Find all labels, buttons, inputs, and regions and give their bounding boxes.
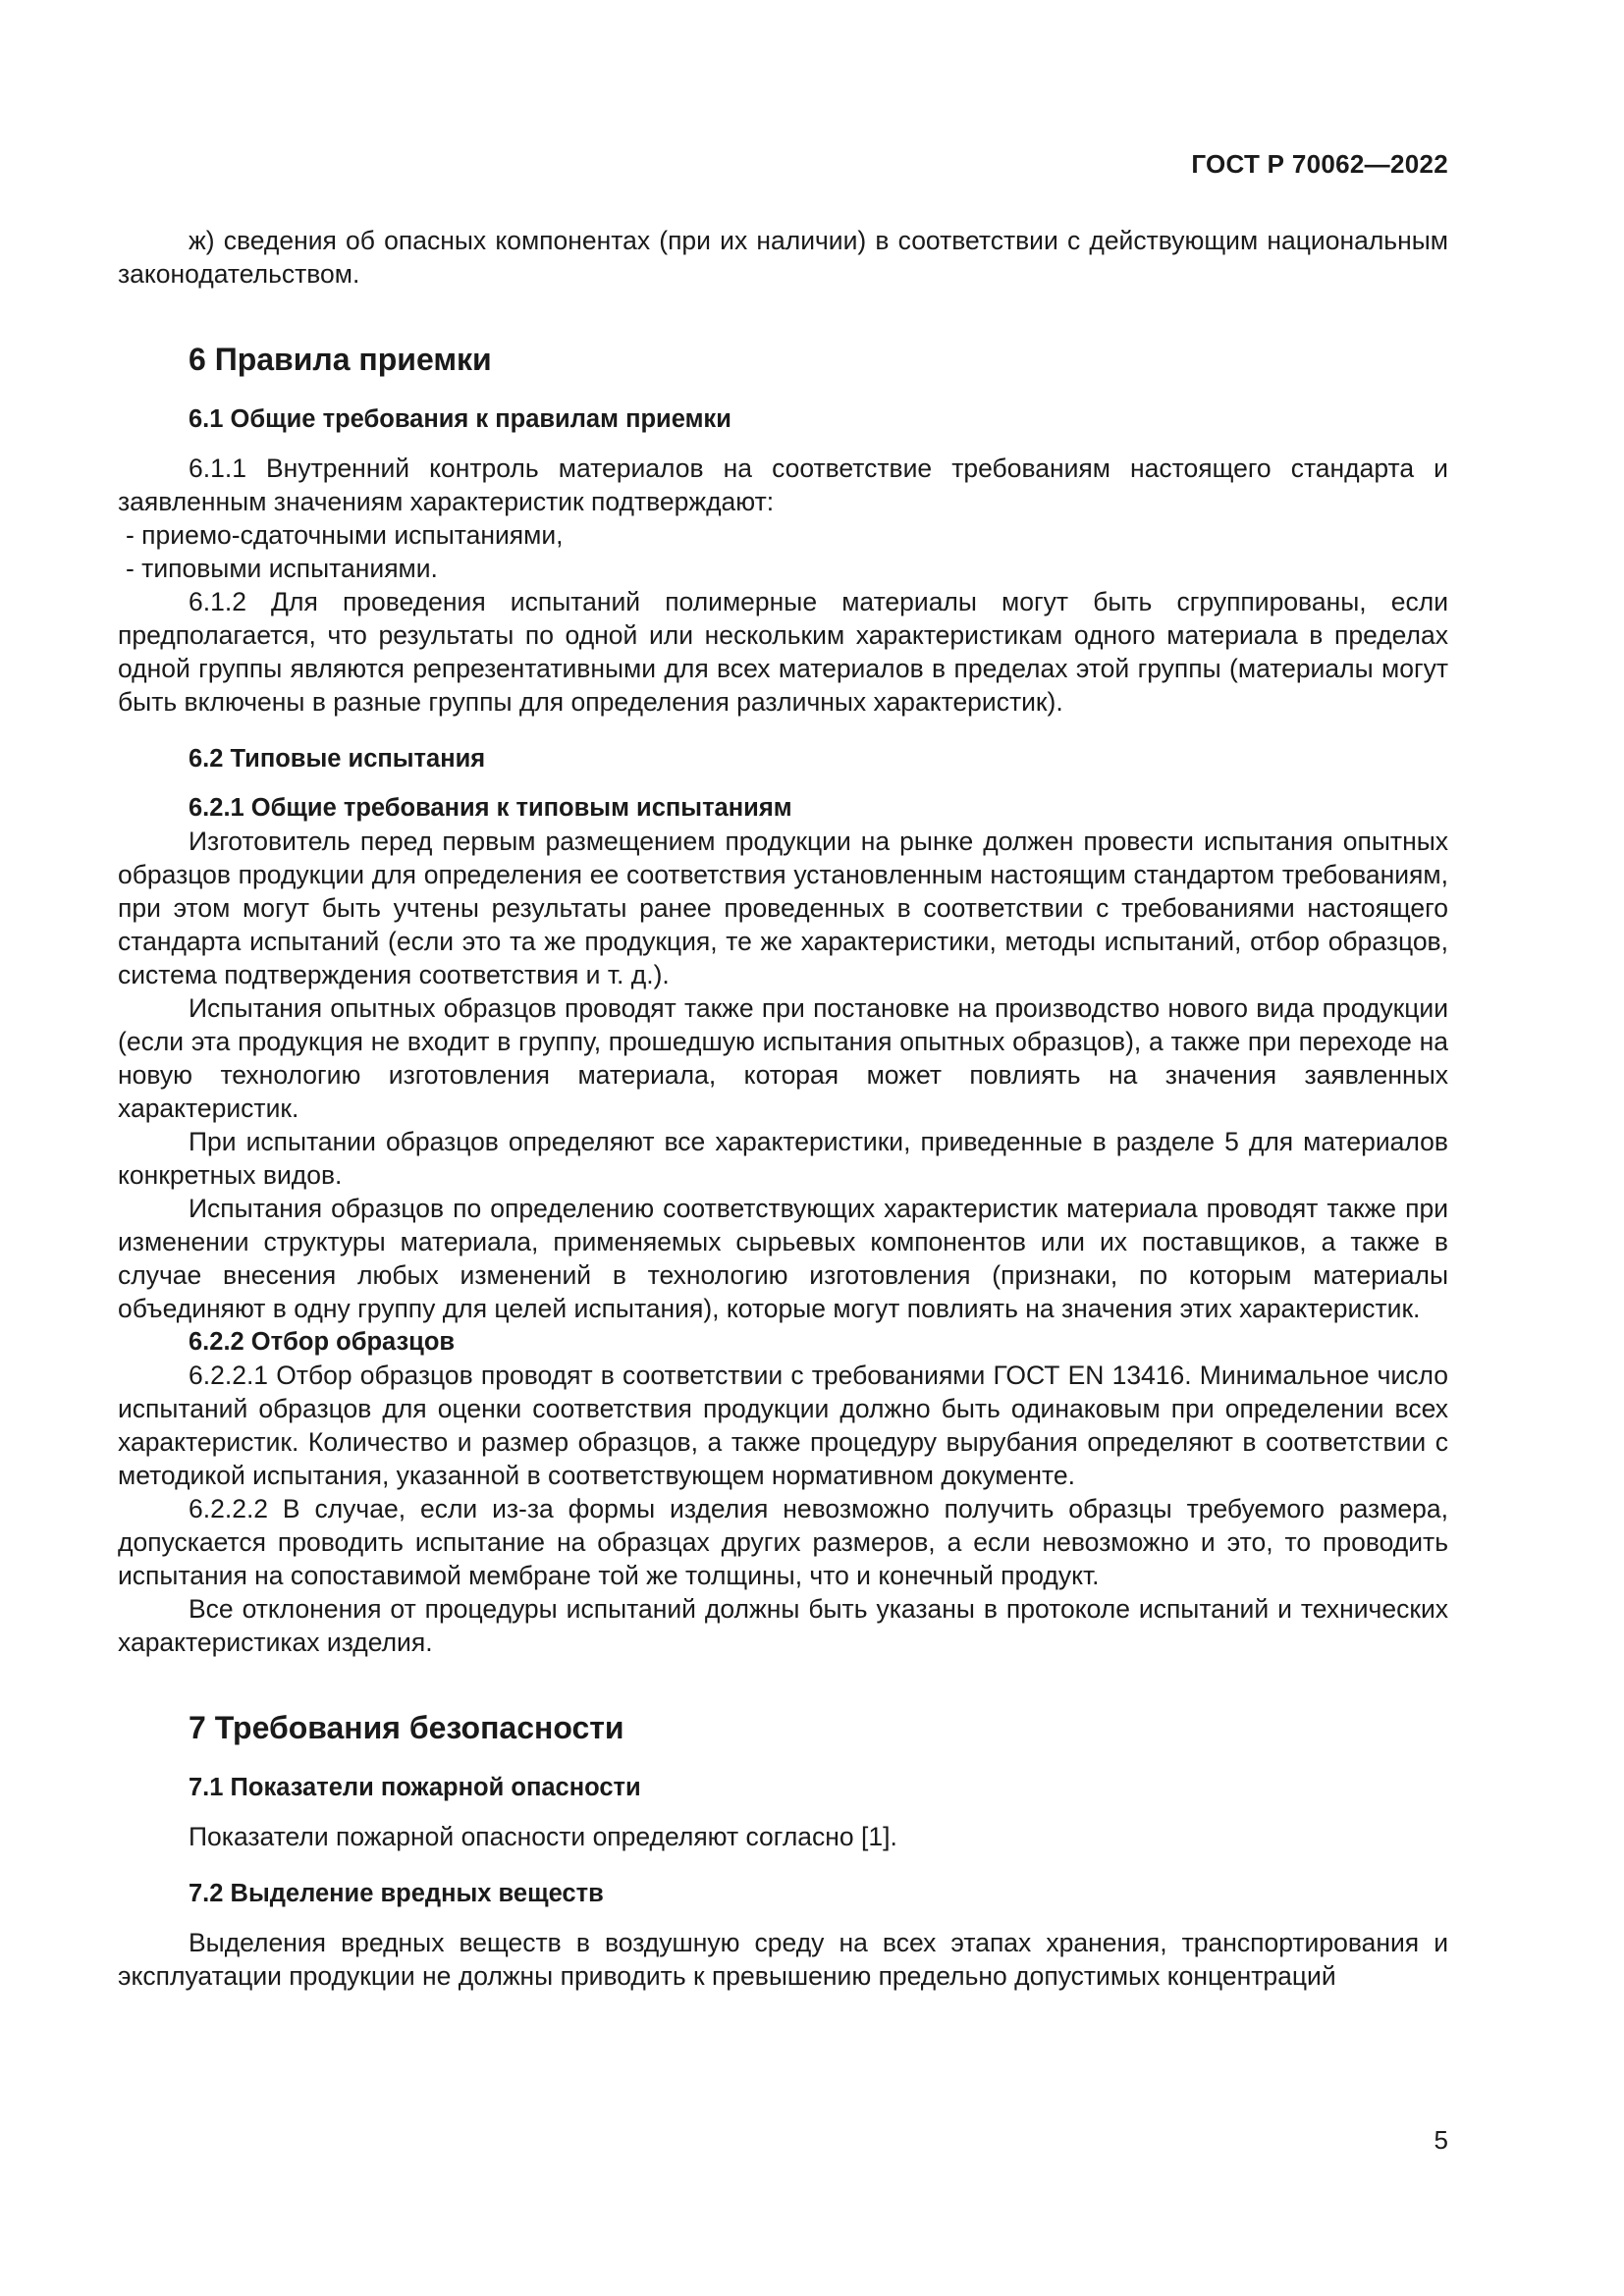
paragraph-6-2-2-1: 6.2.2.1 Отбор образцов проводят в соответствии с требованиями ГОСТ EN 13416. Минимальное число испытаний образцов для оценки соответствия продукции должно быть одинаковым при определении всех характеристик. Количество и размер образцов, а также процедуру вырубания определяют в соответствии с методикой испытания, указанной в соответствующем нормативном документе. xyxy=(118,1361,1448,1490)
paragraph-7-2: Выделения вредных веществ в воздушную среду на всех этапах хранения, транспортирования и эксплуатации продукции не должны приводить к превышению предельно допустимых концентраций xyxy=(118,1928,1448,1991)
paragraph-6-1-2: 6.1.2 Для проведения испытаний полимерные материалы могут быть сгруппированы, если предполагается, что результаты по одной или нескольким характеристикам одного материала в пределах одной группы являются репрезентативными для всех материалов в пределах этой группы (материалы могут быть включены в разные группы для определения различных характеристик). xyxy=(118,587,1448,717)
document-body xyxy=(118,224,1448,1993)
section-6-heading: 6 Правила приемки xyxy=(189,342,492,377)
document-code: ГОСТ Р 70062—2022 xyxy=(1191,149,1448,179)
section-7-2-heading: 7.2 Выделение вредных веществ xyxy=(189,1880,604,1907)
list-item-acceptance-tests: - приемо-сдаточными испытаниями, xyxy=(126,520,564,550)
list-item-type-tests: - типовыми испытаниями. xyxy=(126,554,438,583)
paragraph-6-2-2-2: 6.2.2.2 В случае, если из-за формы изделия невозможно получить образцы требуемого размера, допускается проводить испытание на образцах других размеров, а если невозможно и это, то проводить испытания на сопоставимой мембране той же толщины, что и конечный продукт. xyxy=(118,1494,1448,1590)
document-page xyxy=(118,0,1448,2296)
paragraph-6-2-1-a: Изготовитель перед первым размещением продукции на рынке должен провести испытания опытных образцов продукции для определения ее соответствия установленным настоящим стандартом требованиям, при этом могут быть учтены результаты ранее проведенных в соответствии с требованиями настоящего стандарта испытаний (если это та же продукция, те же характеристики, методы испытаний, отбор образцов, система подтверждения соответствия и т. д.). xyxy=(118,827,1448,989)
section-6-1-heading: 6.1 Общие требования к правилам приемки xyxy=(189,405,731,433)
section-6-2-heading: 6.2 Типовые испытания xyxy=(189,745,486,773)
page-number: 5 xyxy=(1434,2125,1448,2155)
paragraph-6-1-1: 6.1.1 Внутренний контроль материалов на соответствие требованиям настоящего стандарта и заявленным значениям характеристик подтверждают: xyxy=(118,454,1448,516)
section-6-2-1-heading: 6.2.1 Общие требования к типовым испытаниям xyxy=(189,794,792,822)
section-7-heading: 7 Требования безопасности xyxy=(189,1710,624,1745)
paragraph-hazardous-components: ж) сведения об опасных компонентах (при их наличии) в соответствии с действующим национальным законодательством. xyxy=(118,226,1448,289)
section-7-1-heading: 7.1 Показатели пожарной опасности xyxy=(189,1774,641,1801)
paragraph-6-2-1-c: При испытании образцов определяют все характеристики, приведенные в разделе 5 для материалов конкретных видов. xyxy=(118,1127,1448,1190)
paragraph-deviations: Все отклонения от процедуры испытаний должны быть указаны в протоколе испытаний и технических характеристиках изделия. xyxy=(118,1594,1448,1657)
section-6-2-2-heading: 6.2.2 Отбор образцов xyxy=(189,1328,456,1356)
paragraph-7-1: Показатели пожарной опасности определяют согласно [1]. xyxy=(189,1822,897,1851)
paragraph-6-2-1-d: Испытания образцов по определению соответствующих характеристик материала проводят также при изменении структуры материала, применяемых сырьевых компонентов или их поставщиков, а также в случае внесения любых изменений в технологию изготовления (признаки, по которым материалы объединяют в одну группу для целей испытания), которые могут повлиять на значения этих характеристик. xyxy=(118,1194,1448,1323)
paragraph-6-2-1-b: Испытания опытных образцов проводят также при постановке на производство нового вида продукции (если эта продукция не входит в группу, прошедшую испытания опытных образцов), а также при переходе на новую технологию изготовления материала, которая может повлиять на значения заявленных характеристик. xyxy=(118,993,1448,1123)
